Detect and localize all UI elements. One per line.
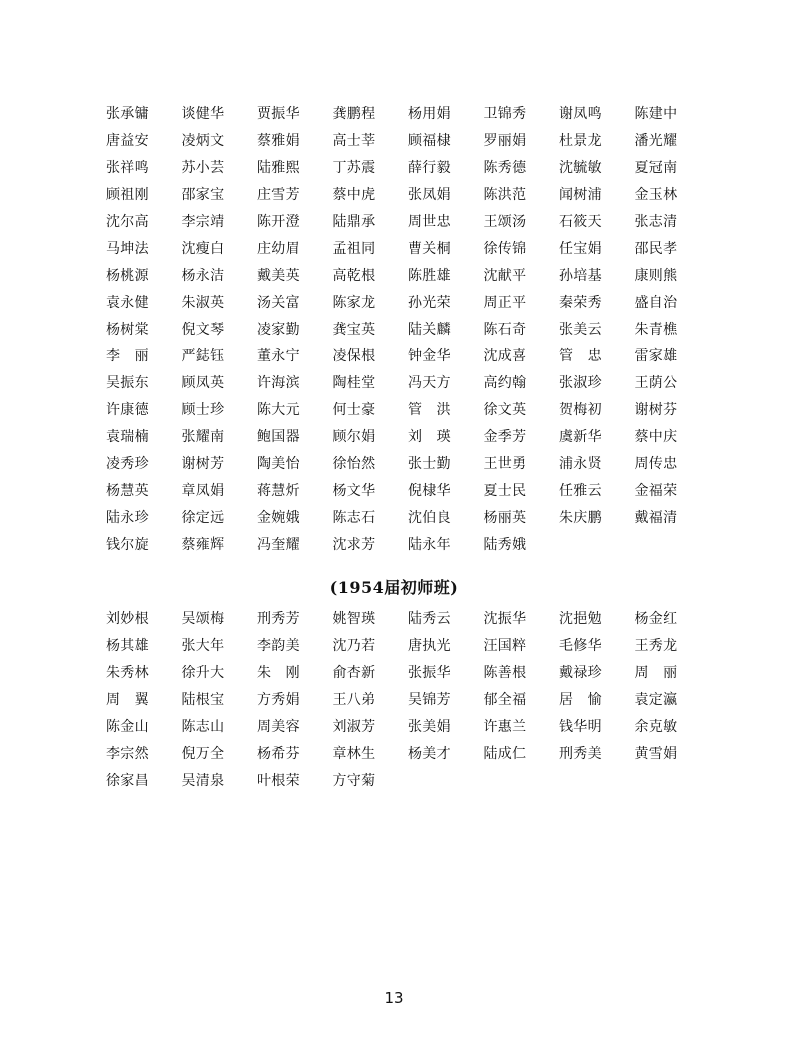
name-cell: 凌炳文 (181, 133, 225, 150)
name-cell: 顾祖刚 (106, 187, 149, 204)
name-cell: 吴锦芳 (408, 692, 451, 709)
name-cell: 杨桃源 (106, 267, 149, 284)
name-cell: 沈求芳 (332, 536, 376, 553)
name-cell: 鲍国器 (257, 429, 300, 446)
name-cell: 戴福清 (634, 509, 678, 526)
name-cell: 陈志石 (332, 509, 376, 526)
name-cell: 刑秀美 (559, 745, 602, 762)
name-cell: 蒋慧炘 (257, 482, 300, 499)
name-cell: 杨金红 (634, 611, 678, 628)
name-cell: 盛自治 (634, 294, 678, 311)
name-cell: 陈秀德 (483, 160, 527, 177)
name-cell: 袁定瀛 (634, 692, 678, 709)
name-cell: 邵民孝 (634, 240, 678, 257)
name-cell: 丁苏震 (332, 160, 376, 177)
name-cell: 潘光耀 (634, 133, 678, 150)
name-cell: 陆根宝 (181, 692, 225, 709)
name-cell: 余克敏 (634, 719, 678, 735)
name-cell: 杜景龙 (559, 133, 602, 150)
name-cell: 唐益安 (106, 133, 149, 150)
name-cell: 薛行毅 (408, 160, 451, 177)
name-list-1954-class (106, 606, 706, 794)
name-cell: 钱尔旋 (106, 536, 149, 553)
name-cell: 钱华明 (559, 719, 602, 735)
name-cell: 陆鼎承 (332, 214, 376, 230)
name-cell: 张振华 (408, 665, 451, 682)
name-cell: 杨美才 (408, 745, 451, 762)
name-cell: 俞杏新 (332, 665, 376, 682)
section-heading: (1954届初师班) (329, 578, 459, 597)
name-cell: 张美云 (559, 321, 602, 338)
name-cell: 黄雪娟 (634, 745, 678, 762)
name-cell: 杨用娟 (408, 106, 451, 123)
name-cell: 金季芳 (483, 429, 527, 446)
name-cell: 浦永贤 (559, 456, 602, 473)
name-cell: 陆雅熙 (257, 160, 300, 177)
name-cell: 戴禄珍 (559, 665, 602, 682)
name-cell: 张大年 (181, 638, 225, 655)
name-cell: 闻树浦 (559, 187, 602, 204)
name-cell: 朱庆鹏 (559, 509, 602, 526)
name-cell: 康则熊 (634, 267, 678, 284)
name-cell: 杨其雄 (106, 638, 149, 655)
name-cell: 管 忠 (559, 348, 602, 365)
name-cell: 陈金山 (106, 719, 149, 735)
name-cell: 朱秀林 (106, 665, 149, 682)
name-cell: 刑秀芳 (257, 611, 300, 628)
name-cell: 沈伯良 (408, 509, 451, 526)
name-cell: 王荫公 (634, 375, 678, 392)
name-cell: 凌家勤 (257, 321, 300, 338)
name-cell: 陆秀云 (408, 611, 451, 628)
name-cell: 陈胜雄 (408, 267, 451, 284)
name-cell: 周美容 (257, 719, 300, 735)
name-cell: 李宗靖 (181, 214, 225, 230)
name-cell: 陈善根 (483, 665, 527, 682)
name-cell: 顾尔娟 (332, 429, 376, 446)
name-cell: 杨慧英 (106, 482, 149, 499)
name-cell: 叶根荣 (257, 772, 300, 789)
name-cell: 陈开澄 (257, 214, 300, 230)
name-cell: 吴振东 (106, 375, 149, 392)
name-cell: 龚鹏程 (332, 106, 376, 123)
name-cell: 夏冠南 (634, 160, 678, 177)
name-cell: 刘淑芳 (332, 719, 376, 735)
name-cell: 沈瘦白 (181, 240, 225, 257)
name-cell: 夏士民 (483, 482, 527, 499)
name-cell: 陈家龙 (332, 294, 376, 311)
name-cell: 谢树芬 (634, 402, 678, 419)
name-cell: 凌秀珍 (106, 456, 149, 473)
name-cell: 杨树棠 (106, 321, 149, 338)
name-cell: 倪万全 (181, 745, 225, 762)
name-cell: 杨永洁 (181, 267, 225, 284)
name-cell: 庄幼眉 (257, 240, 300, 257)
name-cell: 陈建中 (634, 106, 678, 123)
name-cell: 谈健华 (181, 106, 225, 123)
name-cell: 袁永健 (106, 294, 149, 311)
name-cell: 方守菊 (332, 772, 376, 789)
name-cell: 吴清泉 (181, 772, 225, 789)
name-cell: 董永宁 (257, 348, 300, 365)
name-cell: 高约翰 (483, 375, 527, 392)
name-cell: 杨文华 (332, 482, 376, 499)
name-cell: 陈洪范 (483, 187, 527, 204)
name-cell: 何士豪 (332, 402, 376, 419)
name-cell: 徐文英 (483, 402, 527, 419)
name-cell: 章凤娟 (181, 482, 225, 499)
name-cell: 张志清 (634, 214, 678, 230)
name-cell: 邵家宝 (181, 187, 225, 204)
name-cell: 沈振华 (483, 611, 527, 628)
name-cell: 曹关桐 (408, 240, 451, 257)
name-cell: 陆永珍 (106, 509, 149, 526)
name-cell: 沈毓敏 (559, 160, 602, 177)
name-cell: 李宗然 (106, 745, 149, 762)
name-cell: 张凤娟 (408, 187, 451, 204)
name-cell: 许海滨 (257, 375, 300, 392)
name-cell: 谢树芳 (181, 456, 225, 473)
name-cell: 凌保根 (332, 348, 376, 365)
name-cell: 朱淑英 (181, 294, 225, 311)
name-cell: 张祥鸣 (106, 160, 149, 177)
name-cell: 吴颂梅 (181, 611, 225, 628)
name-cell: 龚宝英 (332, 321, 376, 338)
page-number: 13 (384, 989, 404, 1007)
name-cell: 陈大元 (257, 402, 300, 419)
name-cell: 王颂汤 (483, 214, 527, 230)
name-cell: 郁全福 (483, 692, 527, 709)
name-cell: 张淑珍 (559, 375, 602, 392)
name-cell: 陈石奇 (483, 321, 527, 338)
name-list-main (106, 101, 706, 558)
name-cell: 金婉娥 (257, 509, 300, 526)
name-cell: 徐定远 (181, 509, 225, 526)
name-cell: 徐怡然 (332, 456, 376, 473)
name-cell: 王世勇 (483, 456, 527, 473)
name-cell: 冯奎耀 (257, 536, 300, 553)
name-cell: 孟祖同 (332, 240, 376, 257)
name-cell: 陆永年 (408, 536, 451, 553)
name-cell: 卫锦秀 (483, 106, 527, 123)
name-cell: 秦荣秀 (559, 294, 602, 311)
name-cell: 杨希芬 (257, 745, 300, 762)
name-cell: 蔡中庆 (634, 429, 678, 446)
name-cell: 徐家昌 (106, 772, 149, 789)
name-cell: 蔡雅娟 (257, 133, 300, 150)
name-cell: 倪文琴 (181, 321, 225, 338)
name-cell: 刘妙根 (106, 611, 149, 628)
name-cell: 贾振华 (257, 106, 300, 123)
name-cell: 朱青樵 (634, 321, 678, 338)
name-cell: 沈乃若 (332, 638, 376, 655)
name-cell: 顾凤英 (181, 375, 225, 392)
name-cell: 沈尔高 (106, 214, 149, 230)
name-cell: 高乾根 (332, 267, 376, 284)
name-cell: 王八弟 (332, 692, 376, 709)
name-cell: 唐执光 (408, 638, 451, 655)
name-cell: 许康德 (106, 402, 149, 419)
name-cell: 张美娟 (408, 719, 451, 735)
name-cell: 蔡中虎 (332, 187, 376, 204)
name-cell: 陆关麟 (408, 321, 451, 338)
name-cell: 张承镛 (106, 106, 149, 123)
name-cell: 汪国粹 (483, 638, 527, 655)
name-cell: 戴美英 (257, 267, 300, 284)
name-cell: 顾士珍 (181, 402, 225, 419)
name-cell: 徐升大 (181, 665, 225, 682)
name-cell: 罗丽娟 (483, 133, 527, 150)
name-cell: 任宝娟 (559, 240, 602, 257)
name-cell: 周 丽 (634, 665, 678, 682)
name-cell: 虞新华 (559, 429, 602, 446)
name-cell: 高士莘 (332, 133, 376, 150)
name-cell: 姚智瑛 (332, 611, 376, 628)
name-cell: 陆秀娥 (483, 536, 527, 553)
name-cell: 谢凤鸣 (559, 106, 602, 123)
name-cell: 袁瑞楠 (106, 429, 149, 446)
name-cell: 王秀龙 (634, 638, 678, 655)
name-cell: 居 愉 (559, 692, 602, 709)
name-cell: 陶桂堂 (332, 375, 376, 392)
name-cell: 张士勤 (408, 456, 451, 473)
name-cell: 张耀南 (181, 429, 225, 446)
name-cell: 周世忠 (408, 214, 451, 230)
name-cell: 蔡雍辉 (181, 536, 225, 553)
name-cell: 金玉林 (634, 187, 678, 204)
name-cell: 汤关富 (257, 294, 300, 311)
name-cell: 李韵美 (257, 638, 300, 655)
name-cell: 庄雪芳 (257, 187, 300, 204)
name-cell: 朱 刚 (257, 665, 300, 682)
name-cell: 毛修华 (559, 638, 602, 655)
name-cell: 孙培基 (559, 267, 602, 284)
name-cell: 顾福棣 (408, 133, 451, 150)
name-cell: 方秀娟 (257, 692, 300, 709)
name-cell: 苏小芸 (181, 160, 225, 177)
name-cell: 刘 瑛 (408, 429, 451, 446)
name-cell: 徐传锦 (483, 240, 527, 257)
name-cell: 周传忠 (634, 456, 678, 473)
name-cell: 管 洪 (408, 402, 451, 419)
name-cell: 严鋕钰 (181, 348, 225, 365)
name-cell: 贺梅初 (559, 402, 602, 419)
name-cell: 陶美怡 (257, 456, 300, 473)
name-cell: 金福荣 (634, 482, 678, 499)
name-cell: 石筱天 (559, 214, 602, 230)
name-cell: 冯天方 (408, 375, 451, 392)
name-cell: 李 丽 (106, 348, 149, 365)
name-cell: 任雅云 (559, 482, 602, 499)
name-cell: 雷家雄 (634, 348, 678, 365)
name-cell: 孙光荣 (408, 294, 451, 311)
name-cell: 陈志山 (181, 719, 225, 735)
name-cell: 倪棣华 (408, 482, 451, 499)
name-cell: 陆成仁 (483, 745, 527, 762)
name-cell: 周正平 (483, 294, 527, 311)
name-cell: 许惠兰 (483, 719, 527, 735)
name-cell: 沈献平 (483, 267, 527, 284)
name-cell: 周 翼 (106, 692, 149, 709)
name-cell: 杨丽英 (483, 509, 527, 526)
name-cell: 沈挹勉 (559, 611, 602, 628)
name-cell: 马坤法 (106, 240, 149, 257)
name-cell: 章林生 (332, 745, 376, 762)
name-cell: 沈成喜 (483, 348, 527, 365)
name-cell: 钟金华 (408, 348, 451, 365)
